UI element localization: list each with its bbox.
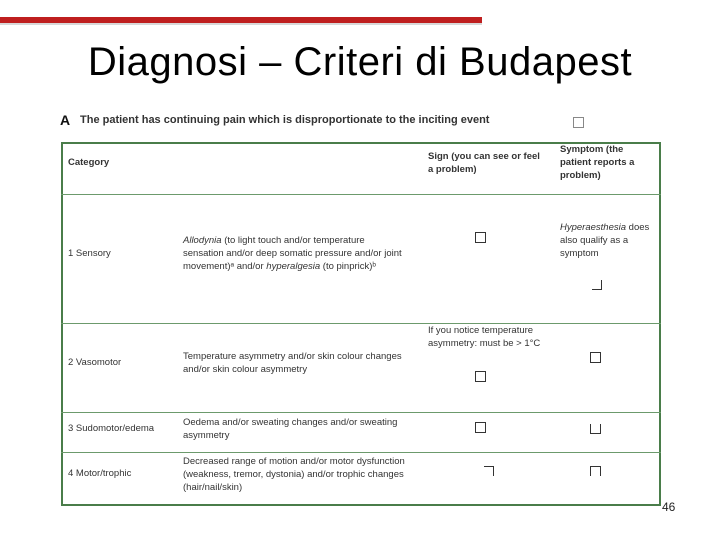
row-description-vasomotor: Temperature asymmetry and/or skin colour changes and/or skin colour asymmetry	[183, 351, 402, 375]
motor-sign-checkbox[interactable]	[484, 466, 494, 476]
page-number: 46	[662, 500, 676, 514]
vasomotor-sign-note: If you notice temperature asymmetry: must be > 1°C	[428, 325, 541, 349]
row-divider	[61, 412, 661, 413]
row-category-sudomotor: 3 Sudomotor/edema	[68, 423, 155, 434]
sensory-symptom-checkbox[interactable]	[592, 280, 602, 290]
sudomotor-symptom-checkbox[interactable]	[590, 424, 601, 434]
row-divider	[61, 323, 661, 324]
row-divider	[61, 452, 661, 453]
slide-title: Diagnosi – Criteri di Budapest	[87, 40, 633, 84]
criterion-text: The patient has continuing pain which is disproportionate to the inciting event	[80, 114, 490, 126]
sudomotor-sign-checkbox[interactable]	[475, 422, 486, 433]
vasomotor-sign-checkbox[interactable]	[475, 371, 486, 382]
row-divider	[61, 194, 661, 195]
header-sign: Sign (you can see or feel a problem)	[428, 151, 540, 175]
sensory-sign-checkbox[interactable]	[475, 232, 486, 243]
motor-symptom-checkbox[interactable]	[590, 466, 601, 476]
row-description-sudomotor: Oedema and/or sweating changes and/or sweating asymmetry	[183, 417, 398, 441]
header-category: Category	[68, 157, 110, 168]
sensory-symptom-note: Hyperaesthesia does also qualify as a symptom	[560, 222, 650, 259]
header-symptom: Symptom (the patient reports a problem)	[560, 144, 635, 181]
row-category-sensory: 1 Sensory	[68, 248, 111, 259]
criterion-letter: A	[60, 112, 71, 128]
vasomotor-symptom-checkbox[interactable]	[590, 352, 601, 363]
row-category-vasomotor: 2 Vasomotor	[68, 357, 122, 368]
row-description-motor: Decreased range of motion and/or motor dysfunction (weakness, tremor, dystonia) and/or trophic changes (hair/nail/skin)	[183, 456, 405, 493]
row-description-sensory: Allodynia (to light touch and/or temperature sensation and/or deep somatic pressure and/or joint movement)ᵃ and/or hyperalgesia (to pinprick)ᵇ	[183, 235, 402, 272]
criterion-a-checkbox[interactable]	[573, 117, 584, 128]
title-accent-bar	[0, 17, 482, 23]
row-category-motor: 4 Motor/trophic	[68, 468, 132, 479]
